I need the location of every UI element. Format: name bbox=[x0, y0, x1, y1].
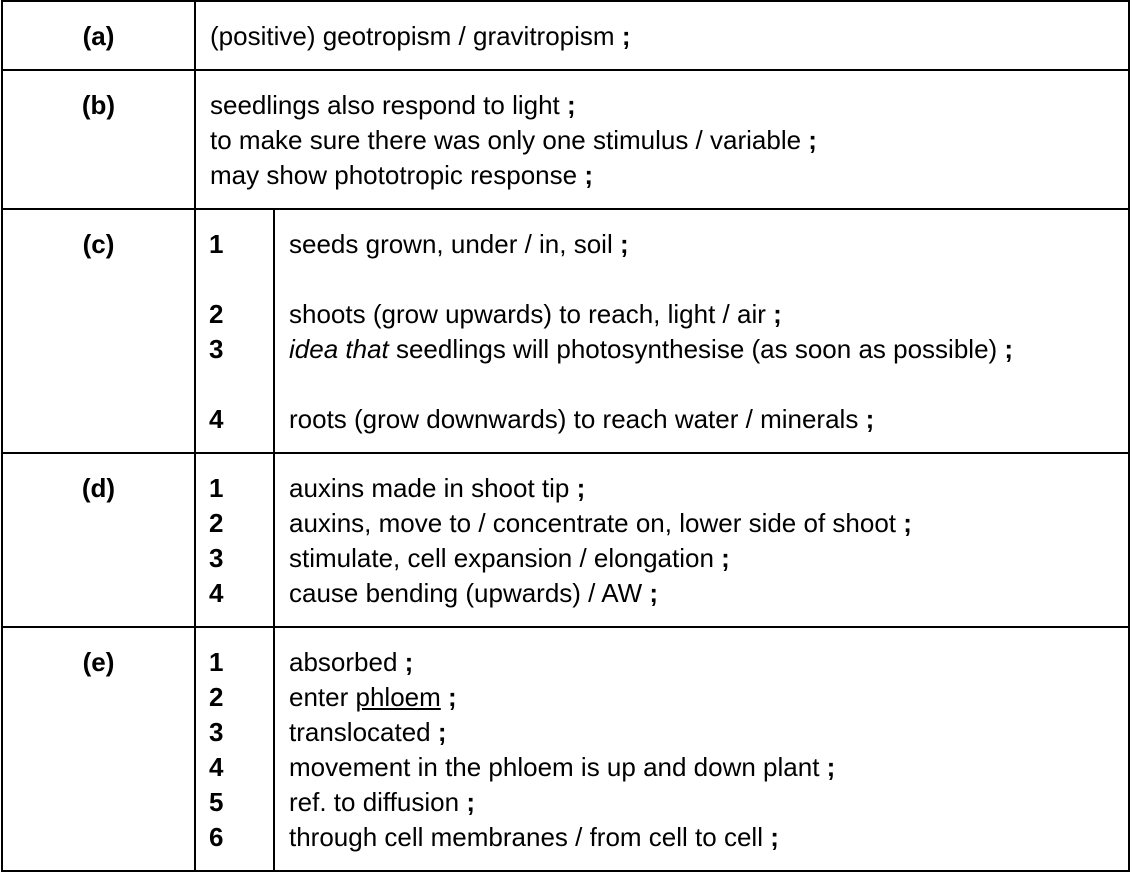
answer-line: may show phototropic response ; bbox=[210, 160, 593, 190]
answer-d bbox=[274, 453, 1129, 627]
part-label-a: (a) bbox=[2, 1, 195, 70]
point-numbers-e bbox=[195, 627, 274, 871]
answer-line: stimulate, cell expansion / elongation ; bbox=[289, 543, 730, 573]
answer-line: idea that seedlings will photosynthesise (as soon as possible) ; bbox=[289, 334, 1014, 364]
point-numbers-c bbox=[195, 209, 274, 453]
row-b bbox=[2, 70, 1129, 209]
point-number: 4 bbox=[209, 752, 224, 782]
part-label-d: (d) bbox=[2, 453, 195, 627]
answer-line: ref. to diffusion ; bbox=[289, 787, 475, 817]
answer-e bbox=[274, 627, 1129, 871]
part-label-c: (c) bbox=[2, 209, 195, 453]
answer-line: absorbed ; bbox=[289, 647, 414, 677]
answer-line: shoots (grow upwards) to reach, light / air ; bbox=[289, 299, 782, 329]
answer-line: auxins, move to / concentrate on, lower side of shoot ; bbox=[289, 508, 912, 538]
answer-line: seedlings also respond to light ; bbox=[210, 90, 576, 120]
answer-a bbox=[195, 1, 1129, 70]
answer-line: through cell membranes / from cell to cell ; bbox=[289, 822, 779, 852]
point-number: 2 bbox=[209, 508, 224, 538]
answer-line: enter phloem ; bbox=[289, 682, 457, 712]
point-number: 4 bbox=[209, 404, 224, 434]
answer-line: auxins made in shoot tip ; bbox=[289, 473, 586, 503]
answer-line: roots (grow downwards) to reach water / minerals ; bbox=[289, 404, 875, 434]
point-numbers-d bbox=[195, 453, 274, 627]
answer-line: cause bending (upwards) / AW ; bbox=[289, 578, 659, 608]
answer-line: (positive) geotropism / gravitropism ; bbox=[210, 21, 631, 51]
answer-line: seeds grown, under / in, soil ; bbox=[289, 229, 629, 259]
answer-line: translocated ; bbox=[289, 717, 447, 747]
point-number: 1 bbox=[209, 473, 224, 503]
point-number: 1 bbox=[209, 647, 224, 677]
point-number: 5 bbox=[209, 787, 224, 817]
point-number: 3 bbox=[209, 543, 224, 573]
point-number: 3 bbox=[209, 334, 224, 364]
point-number: 2 bbox=[209, 299, 224, 329]
point-number: 2 bbox=[209, 682, 224, 712]
row-a bbox=[2, 1, 1129, 70]
point-number: 6 bbox=[209, 822, 224, 852]
point-number: 4 bbox=[209, 578, 224, 608]
answer-line: to make sure there was only one stimulus / variable ; bbox=[210, 125, 817, 155]
point-number: 3 bbox=[209, 717, 224, 747]
part-label-b: (b) bbox=[2, 70, 195, 209]
row-d bbox=[2, 453, 1129, 627]
point-number: 1 bbox=[209, 229, 224, 259]
part-label-e: (e) bbox=[2, 627, 195, 871]
answer-b bbox=[195, 70, 1129, 209]
mark-scheme-table bbox=[1, 0, 1130, 872]
answer-c bbox=[274, 209, 1129, 453]
answer-line: movement in the phloem is up and down plant ; bbox=[289, 752, 836, 782]
row-c bbox=[2, 209, 1129, 453]
row-e bbox=[2, 627, 1129, 871]
